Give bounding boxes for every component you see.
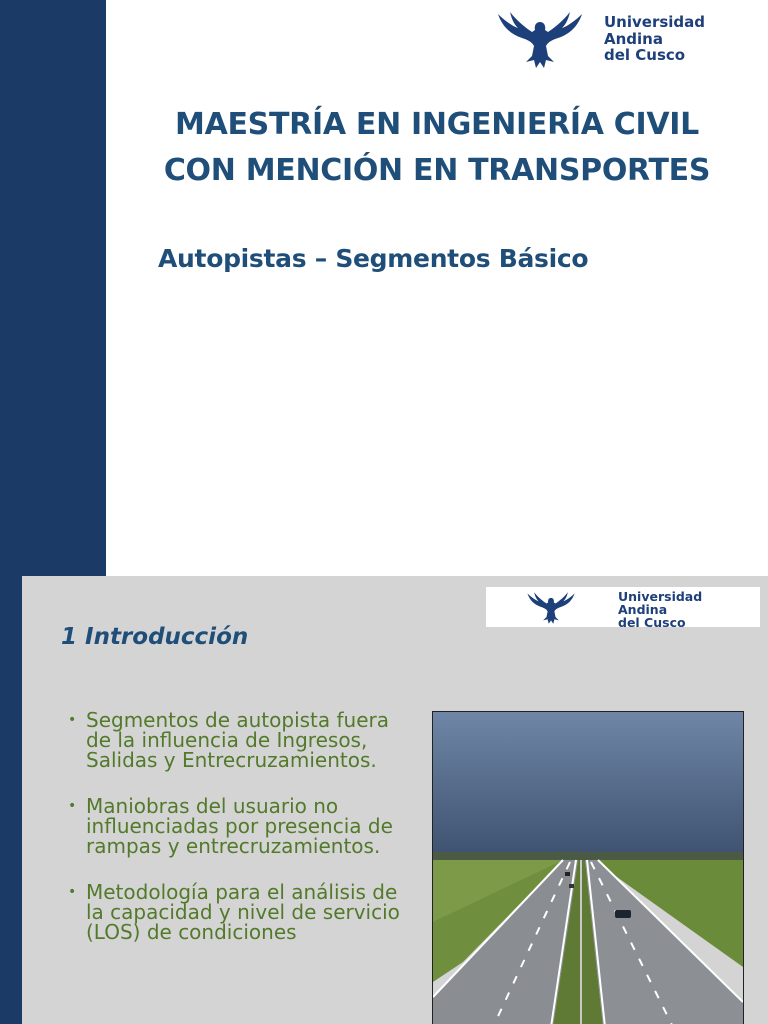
highway-photo [432, 711, 744, 1024]
logo-text [618, 590, 702, 629]
logo-line-1: Universidad [618, 589, 703, 604]
logo-line-3: del Cusco [618, 615, 686, 631]
left-accent-bar [0, 0, 106, 576]
eagle-icon [506, 590, 596, 626]
section-heading: 1 Introducción [61, 624, 249, 650]
main-title-line-2: CON MENCIÓN EN TRANSPORTES [163, 153, 711, 188]
bullet-marker: • [68, 884, 77, 900]
logo-line-2: Andina [604, 29, 663, 48]
bullet-marker: • [68, 712, 77, 728]
bullet-marker: • [68, 798, 77, 814]
bullet-list [68, 710, 408, 968]
highway-image [433, 712, 743, 1024]
eagle-icon [492, 8, 588, 72]
bullet-item [68, 710, 408, 770]
logo-line-2: Andina [618, 602, 668, 618]
logo-line-3: del Cusco [604, 46, 686, 64]
bullet-text: Metodología para el análisis de la capacidad y nivel de servicio (LOS) de condiciones [86, 880, 400, 944]
subtitle: Autopistas – Segmentos Básico [158, 244, 589, 273]
university-logo [486, 587, 760, 631]
logo-line-1: Universidad [604, 13, 706, 31]
left-accent-bar [0, 576, 22, 1024]
bullet-item [68, 796, 408, 856]
main-title-line-1: MAESTRÍA EN INGENIERÍA CIVIL [175, 107, 699, 142]
bullet-item [68, 882, 408, 942]
logo-text [604, 14, 705, 64]
bullet-text: Segmentos de autopista fuera de la influencia de Ingresos, Salidas y Entrecruzamientos. [86, 708, 390, 772]
university-logo [492, 8, 742, 76]
main-title [106, 102, 768, 194]
introduction-slide [0, 576, 768, 1024]
bullet-text: Maniobras del usuario no influenciadas por presencia de rampas y entrecruzamientos. [86, 794, 393, 858]
